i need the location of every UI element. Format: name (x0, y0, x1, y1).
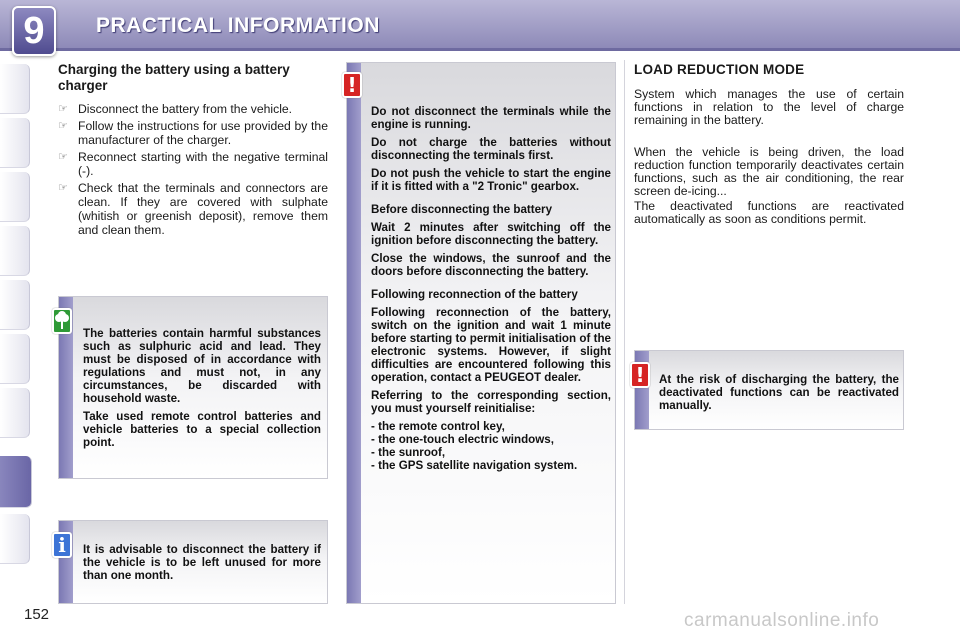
load-reduction-reactivation-text: The deactivated functions are reactivated automatically as soon as conditions permit. (634, 199, 904, 226)
load-reduction-warning-text: At the risk of discharging the battery, the deactivated functions can be reactivated manually. (659, 373, 899, 412)
list-item: - the remote control key, (371, 420, 505, 433)
side-tab-1[interactable] (0, 64, 30, 114)
battery-warning-text: Do not disconnect the terminals while the engine is running. Do not charge the batteries without disconnecting the terminals first. Do not push the vehicle to start the engine if it is fitted with a "2 Tronic" gearbox. Before disconnecting the battery Wait 2 minutes after switching off the ignition before disconnecting the battery. Close the windows, the sunroof and the doors before disconnecting the battery. Following reconnection of the battery Following reconnection of the battery, switch on the ignition and wait 1 minute before starting to permit initialisation of the electronic systems. However, if slight difficulties are encountered following this operation, contact a PEUGEOT dealer. Referring to the corresponding section, you must yourself reinitialise: - the remote control key, - the one-touch electric windows, - the sunroof, - the GPS satellite navigation system. (371, 105, 611, 472)
side-tab-9-active[interactable] (0, 456, 32, 508)
side-tab-7[interactable] (0, 388, 30, 438)
box-accent-bar (347, 63, 361, 603)
list-item: ☞ Disconnect the battery from the vehicle. (58, 102, 293, 116)
side-tab-3[interactable] (0, 172, 30, 222)
hand-pointer-icon: ☞ (58, 182, 68, 194)
chapter-number-badge: 9 (12, 6, 56, 56)
watermark: carmanualsonline.info (684, 610, 880, 631)
load-reduction-warning-box (634, 350, 904, 430)
hand-pointer-icon: ☞ (58, 151, 68, 163)
info-note-box (58, 520, 328, 604)
side-tab-4[interactable] (0, 226, 30, 276)
header-divider (0, 48, 960, 51)
page-number: 152 (24, 606, 50, 623)
chapter-side-tabs (0, 58, 34, 578)
list-item: - the sunroof, (371, 446, 446, 459)
load-reduction-description: System which manages the use of certain functions in relation to the level of charge remaining in the battery. (634, 87, 904, 127)
list-item: ☞ Follow the instructions for use provided by the manufacturer of the charger. (58, 119, 328, 147)
list-item: ☞ Check that the terminals and connectors are clean. If they are covered with sulphate (whitish or greenish deposit), remove them and clean them. (58, 181, 328, 237)
hand-pointer-icon: ☞ (58, 120, 68, 132)
subheading-following-reconnection: Following reconnection of the battery (371, 288, 578, 301)
side-tab-10[interactable] (0, 514, 30, 564)
page-title: PRACTICAL INFORMATION (96, 14, 380, 37)
charging-steps-list (58, 102, 328, 240)
column-divider (624, 60, 625, 604)
side-tab-2[interactable] (0, 118, 30, 168)
list-item: - the one-touch electric windows, (371, 433, 554, 446)
hand-pointer-icon: ☞ (58, 103, 68, 115)
section-title-charging: Charging the battery using a battery charger (58, 62, 290, 93)
load-reduction-driving-text: When the vehicle is being driven, the load reduction function temporarily deactivates certain functions, such as the air conditioning, the rear screen de-icing... (634, 145, 904, 198)
exclamation-icon: ! (342, 72, 362, 98)
battery-warning-box (346, 62, 616, 604)
environment-note-text: The batteries contain harmful substances such as sulphuric acid and lead. They must be disposed of in accordance with regulations and must not, in any circumstances, be discarded with household waste. Take used remote control batteries and vehicle batteries to a special collection point. (83, 327, 321, 449)
environment-note-box (58, 296, 328, 479)
list-item: ☞ Reconnect starting with the negative terminal (-). (58, 150, 328, 178)
tree-icon (52, 308, 72, 334)
info-note-text: It is advisable to disconnect the battery if the vehicle is to be left unused for more than one month. (83, 543, 321, 582)
side-tab-5[interactable] (0, 280, 30, 330)
exclamation-icon: ! (630, 362, 650, 388)
list-item: - the GPS satellite navigation system. (371, 459, 578, 472)
reinitialise-list (371, 420, 611, 472)
subheading-before-disconnecting: Before disconnecting the battery (371, 203, 553, 216)
side-tab-6[interactable] (0, 334, 30, 384)
section-title-load-reduction: LOAD REDUCTION MODE (634, 62, 805, 77)
info-icon: i (52, 532, 72, 558)
